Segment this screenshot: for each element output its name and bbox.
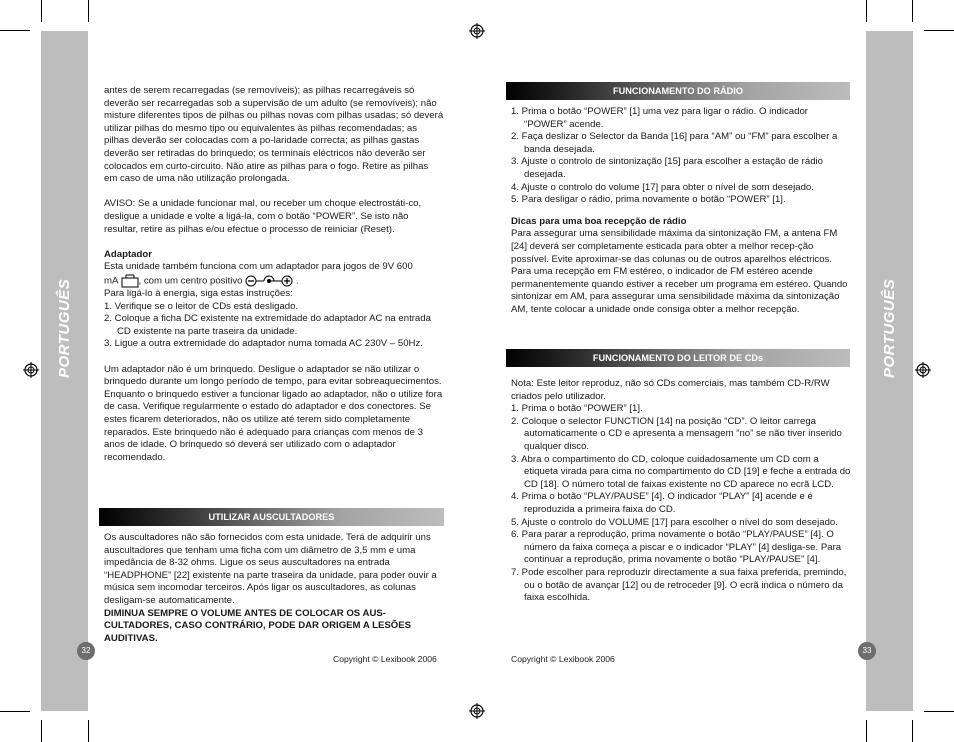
adapter-text: , com um centro positivo [138,275,243,287]
list-item: 7. Pode escolher para reproduzir directamente a sua faixa preferida, premindo, ou o botão de avançar [12] ou de retroceder [9]. O ecrã indica o número da faixa escolhida. [511,566,847,604]
list-item: 1. Prima o botão “POWER” [1]. [511,403,643,415]
headphones-warning: DIMINUA SEMPRE O VOLUME ANTES DE COLOCAR OS AUS-CULTADORES, CASO CONTRÁRIO, PODE DAR ORIGEM A LESÕES AUDITIVAS. [104,607,412,644]
cd-steps-list [511,403,851,605]
list-item: 1. Prima o botão “POWER” [1] uma vez para ligar o rádio. O indicador “POWER” acende. [511,106,808,130]
tips-fm-paragraph: Para assegurar uma sensibilidade máxima da sintonização FM, a antena FM [24] deverá ser completamente esticada para obter a melhor recep-ção possível. Evite aproximar-se das colunas ou de outros aparelhos eléctricos. [511,228,838,265]
headphones-column [104,532,444,645]
side-tab-right [866,31,913,711]
list-item: 5. Para desligar o rádio, prima novamente o botão “POWER” [1]. [511,194,786,206]
section-header-cd: FUNCIONAMENTO DO LEITOR DE CDs [506,349,850,367]
list-item: 4. Prima o botão “PLAY/PAUSE” [4]. O indicador “PLAY” [4] acende e é reproduzida a primeira faixa do CD. [511,491,813,515]
adapter-line: Para ligá-lo à energia, siga estas instruções: [104,288,293,300]
crop-mark [866,0,867,22]
registration-mark-icon [469,23,485,39]
page-number: 32 [77,642,95,660]
crop-mark [0,711,30,712]
radio-column [511,106,851,317]
crop-mark [912,720,913,742]
headphones-paragraph: Os auscultadores não são fornecidos com esta unidade. Terá de adquirir uns auscultadores que tenham uma ficha com um diâmetro de 3,5 mm e uma impedância de 8-32 ohms. Ligue os seus auscultadores na entrada “HEADPHONE” [22] existente na parte traseira da unidade, para poder ouvir a música sem incomodar terceiros. Após ligar os auscultadores, as colunas desligam-se automaticamente. [104,532,437,606]
list-item: 3. Ajuste o controlo de sintonização [15] para escolher a estação de rádio desejada. [511,156,823,180]
left-page-column [104,85,444,464]
batteries-paragraph: antes de serem recarregadas (se removíveis); as pilhas recarregáveis só deverão ser recarregadas sob a supervisão de um adulto (se removíveis); não misture diferentes tipos de pilhas ou pilhas novas com pilhas usadas; só deverá utilizar pilhas do mesmo tipo ou equivalentes às pilhas recomendadas; as pilhas deverão ser colocadas com a po-laridade correcta; as pilhas gastas deverão ser retiradas do brinquedo; os terminais eléctricos não deverão ser colocados em curto-circuito. Não atire as pilhas para o fogo. Retire as pilhas em caso de uma não utilização prolongada. [104,85,444,185]
radio-steps-list [511,106,851,207]
warning-paragraph: AVISO: Se a unidade funcionar mal, ou receber um choque electrostáti-co, desligue a unidade e volte a ligá-la, com o botão “POWER”. Se isto não resultar, retire as pilhas e/ou efectue o processo de reiniciar (Reset). [104,198,422,235]
tips-heading: Dicas para uma boa recepção de rádio [511,215,687,227]
adapter-steps-list [104,301,444,351]
list-item: 2. Coloque o selector FUNCTION [14] na posição “CD”. O leitor carrega automaticamente o CD e apresenta a mensagem “no” se não tiver inserido qualquer disco. [511,415,842,452]
list-item: 2. Coloque a ficha DC existente na extremidade do adaptador AC na entrada CD existente na parte traseira da unidade. [104,313,431,337]
cd-note: Nota: Este leitor reproduz, não só CDs comerciais, mas também CD-R/RW criados pelo utilizador. [511,378,830,402]
language-label: PORTUGUÊS [881,278,898,378]
registration-mark-icon [915,362,931,378]
list-item: 3. Abra o compartimento do CD, coloque cuidadosamente um CD com a etiqueta virada para cima no compartimento do CD [19] e feche a entrada do CD [18]. O número total de faixas existente no CD aparece no ecrã LCD. [511,453,851,490]
registration-mark-icon [469,703,485,719]
page-number: 33 [858,642,876,660]
adapter-line [104,274,444,288]
cd-column [511,378,851,605]
crop-mark [41,0,42,22]
adapter-text: mA [104,275,118,287]
tips-am-paragraph: Para uma recepção em FM estéreo, o indicador de FM estéreo acende permanentemente quando estiver a receber um programa em estéreo. Quando sintonizar em AM, para assegurar uma sensibilidade máxima da sintonização AM, tente colocar a unidade onde consiga obter a melhor recepção. [511,266,848,315]
adapter-text: . [295,275,299,287]
list-item: 3. Ligue a outra extremidade do adaptador numa tomada AC 230V – 50Hz. [104,338,423,350]
adapter-line: Esta unidade também funciona com um adaptador para jogos de 9V 600 [104,261,413,273]
adapter-safety-paragraph: Um adaptador não é um brinquedo. Desligue o adaptador se não utilizar o brinquedo durante um longo período de tempo, para evitar sobreaquecimentos. Enquanto o brinquedo estiver a funcionar ligado ao adaptador, não o utilize fora de casa. Verifique regularmente o estado do adaptador e dos conectores. Se estes ficarem deteriorados, não os utilize até terem sido completamente reparados. Este brinquedo não é adequado para crianças com menos de 3 anos de idade. O brinquedo só deverá ser utilizado com o adaptador recomendado. [104,363,443,463]
section-header-radio: FUNCIONAMENTO DO RÁDIO [506,82,850,100]
dc-plug-icon [121,274,139,288]
crop-mark [924,711,954,712]
copyright: Copyright © Lexibook 2006 [511,654,615,664]
list-item: 6. Para parar a reprodução, prima novamente o botão “PLAY/PAUSE” [4]. O número da faixa começa a piscar e o indicador “PLAY” [4] desliga-se. Para continuar a reprodução, prima novamente o botão “PLAY/PAUSE” [4]. [511,529,842,566]
side-tab-left [41,31,88,711]
crop-mark [866,720,867,742]
copyright: Copyright © Lexibook 2006 [333,654,437,664]
registration-mark-icon [23,362,39,378]
crop-mark [912,0,913,22]
list-item: 2. Faça deslizar o Selector da Banda [16] para “AM” ou “FM” para escolher a banda desejada. [511,131,838,155]
list-item: 5. Ajuste o controlo do VOLUME [17] para escolher o nível do som desejado. [511,516,838,528]
crop-mark [88,720,89,742]
list-item: 4. Ajuste o controlo do volume [17] para obter o nível de som desejado. [511,181,814,193]
center-positive-polarity-icon [245,275,293,287]
list-item: 1. Verifique se o leitor de CDs está desligado. [104,300,299,312]
crop-mark [88,0,89,22]
crop-mark [0,30,30,31]
section-header-headphones: UTILIZAR AUSCULTADORES [99,508,444,526]
adapter-heading: Adaptador [104,248,152,260]
language-label: PORTUGUÊS [56,278,73,378]
crop-mark [924,30,954,31]
crop-mark [41,720,42,742]
